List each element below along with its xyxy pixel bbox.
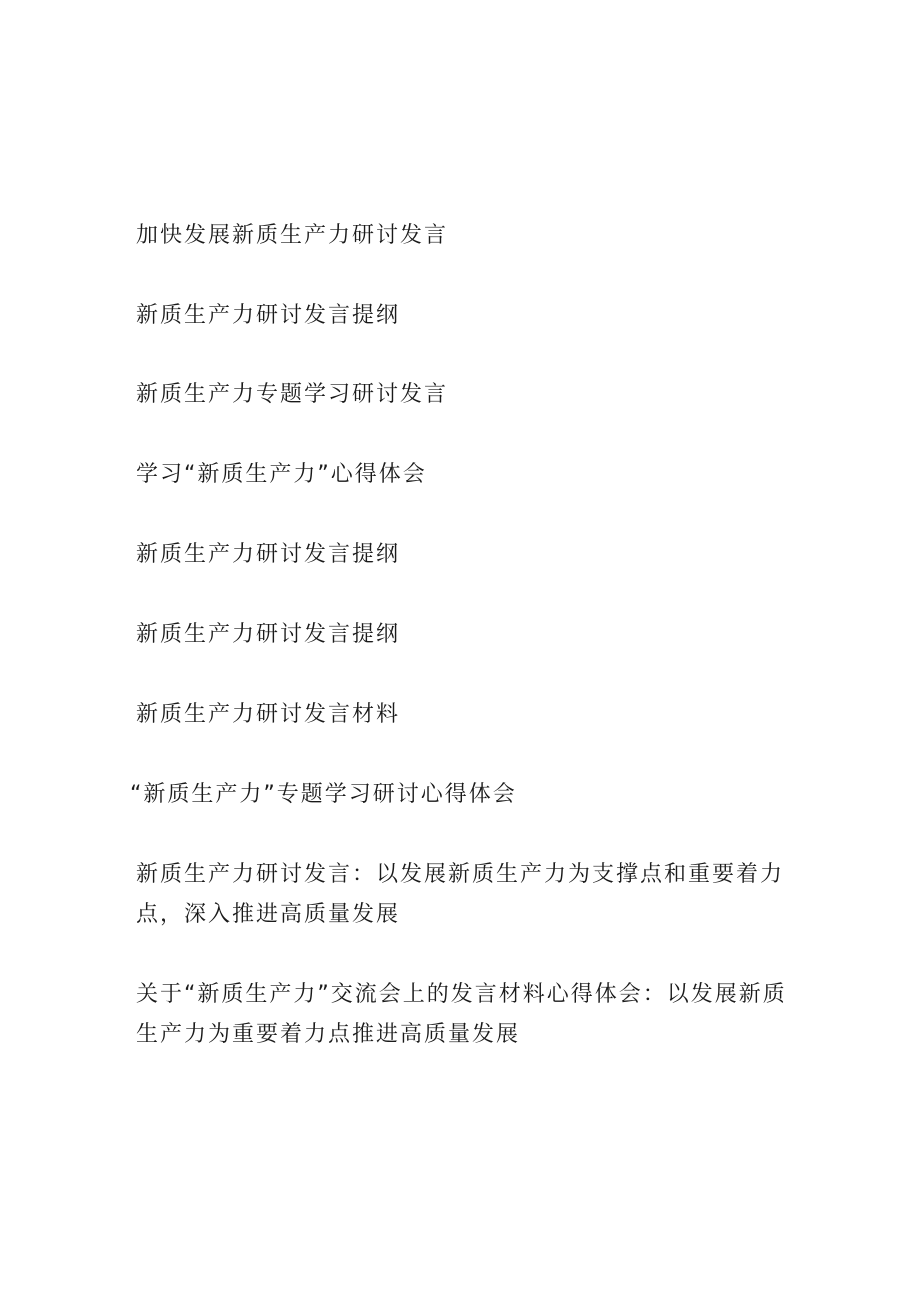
title-entry-10: 关于“新质生产力”交流会上的发言材料心得体会：以发展新质生产力为重要着力点推进高质量发展 xyxy=(136,982,787,1047)
title-entry-9: 新质生产力研讨发言：以发展新质生产力为支撑点和重要着力点，深入推进高质量发展 xyxy=(136,862,785,927)
title-entry-8: “新质生产力”专题学习研讨心得体会 xyxy=(130,782,517,807)
title-entry-4: 学习“新质生产力”心得体会 xyxy=(136,462,427,487)
title-entry-2: 新质生产力研讨发言提纲 xyxy=(136,303,401,328)
title-entry-6: 新质生产力研讨发言提纲 xyxy=(136,622,401,647)
title-entry-5: 新质生产力研讨发言提纲 xyxy=(136,542,401,567)
title-entry-7: 新质生产力研讨发言材料 xyxy=(136,702,401,727)
title-entry-3: 新质生产力专题学习研讨发言 xyxy=(136,382,449,407)
title-entry-1: 加快发展新质生产力研讨发言 xyxy=(136,223,449,248)
